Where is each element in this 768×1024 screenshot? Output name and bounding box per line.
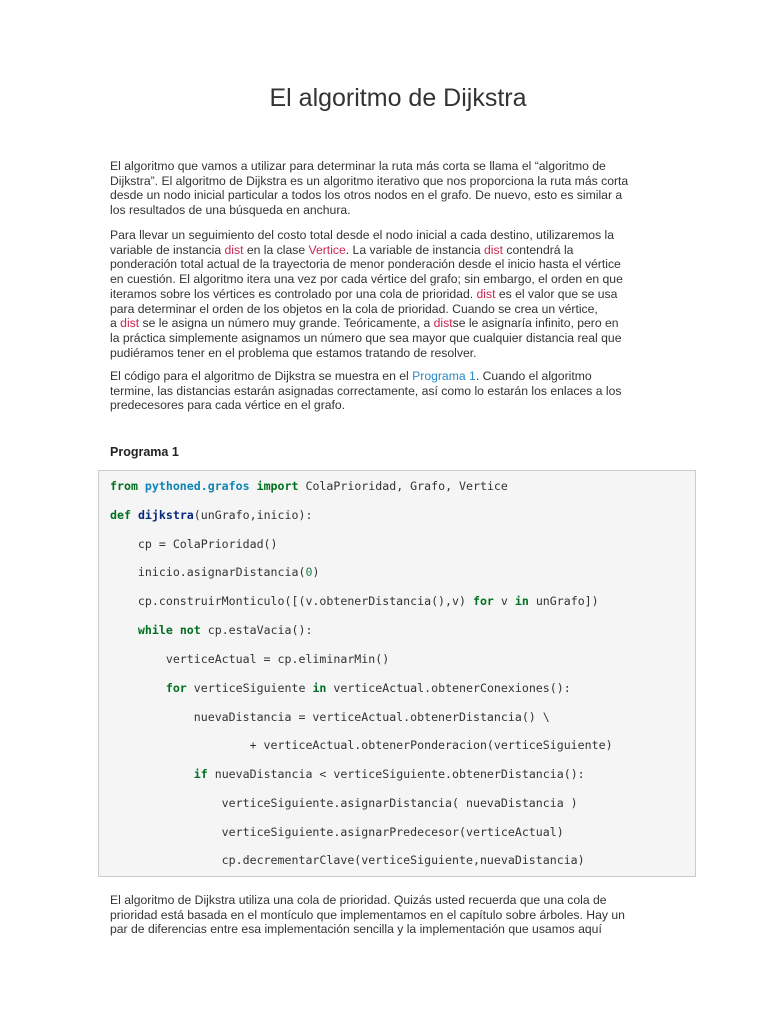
page-title: El algoritmo de Dijkstra bbox=[269, 84, 527, 112]
intro-paragraph bbox=[110, 159, 682, 218]
code-token: dijkstra bbox=[137, 508, 194, 522]
text-line: par de diferencias entre esa implementación sencilla y la implementación que usamos aquí bbox=[110, 922, 602, 937]
program-heading: Programa 1 bbox=[110, 445, 179, 459]
code-line: verticeSiguiente.asignarDistancia( nuevaDistancia ) bbox=[110, 796, 578, 810]
code-token: cp.estaVacia(): bbox=[200, 623, 313, 637]
inline-code-dist: dist bbox=[476, 286, 496, 301]
dist-paragraph bbox=[110, 228, 682, 360]
text-span: es el valor que se usa bbox=[495, 286, 618, 301]
text-line: predecesores para cada vértice en el grafo. bbox=[110, 398, 346, 413]
code-token: (unGrafo,inicio): bbox=[193, 508, 313, 522]
code-line bbox=[110, 623, 312, 637]
inline-code-dist: dist bbox=[484, 242, 503, 257]
code-line bbox=[110, 681, 571, 695]
text-span: El código para el algoritmo de Dijkstra se muestra en el bbox=[110, 369, 413, 383]
text-line bbox=[110, 243, 682, 258]
code-line bbox=[110, 565, 319, 579]
code-token: verticeSiguiente bbox=[186, 681, 313, 695]
code-line: cp = ColaPrioridad() bbox=[110, 537, 278, 551]
code-line: nuevaDistancia = verticeActual.obtenerDistancia() \ bbox=[110, 710, 550, 724]
code-token: ColaPrioridad, Grafo, Vertice bbox=[298, 479, 508, 493]
priority-queue-paragraph bbox=[110, 893, 682, 937]
code-intro-paragraph bbox=[110, 369, 682, 413]
text-line bbox=[110, 369, 682, 384]
code-token: in bbox=[514, 594, 529, 608]
code-token: unGrafo]) bbox=[528, 594, 599, 608]
code-token bbox=[110, 767, 194, 781]
code-token: pythoned.grafos bbox=[144, 479, 250, 493]
text-span: a bbox=[110, 316, 121, 331]
text-line bbox=[110, 287, 682, 302]
text-line: El algoritmo que vamos a utilizar para determinar la ruta más corta se llama el “algoritmo de bbox=[110, 159, 606, 173]
text-span: variable de instancia bbox=[110, 242, 225, 257]
code-line: cp.decrementarClave(verticeSiguiente,nuevaDistancia) bbox=[110, 853, 585, 867]
code-token bbox=[110, 681, 166, 695]
text-line: los resultados de una búsqueda en anchura. bbox=[110, 203, 351, 218]
code-token: import bbox=[256, 479, 299, 493]
text-line: Para llevar un seguimiento del costo total desde el nodo inicial a cada destino, utilizaremos la bbox=[110, 228, 615, 242]
code-line: verticeActual = cp.eliminarMin() bbox=[110, 652, 390, 666]
text-line bbox=[110, 316, 682, 331]
code-token: v bbox=[493, 594, 515, 608]
inline-code-dist: dist bbox=[433, 316, 453, 331]
text-line: la práctica simplemente asignamos un número que sea mayor que cualquier distancia real que bbox=[110, 330, 622, 345]
text-line: Dijkstra”. El algoritmo de Dijkstra es un algoritmo iterativo que nos proporciona la ruta más corta bbox=[110, 173, 629, 188]
inline-code-dist: dist bbox=[120, 316, 140, 331]
code-token: inicio.asignarDistancia( bbox=[110, 565, 306, 579]
text-line: El algoritmo de Dijkstra utiliza una cola de prioridad. Quizás usted recuerda que una cola de bbox=[110, 893, 607, 907]
text-span: . Cuando el algoritmo bbox=[475, 369, 592, 383]
text-span: se le asigna un número muy grande. Teóricamente, a bbox=[139, 316, 434, 331]
text-span: se le asignaría infinito, pero en bbox=[452, 316, 619, 331]
inline-code-dist: dist bbox=[224, 242, 244, 257]
code-token: for bbox=[472, 594, 494, 608]
text-line: termine, las distancias estarán asignadas correctamente, así como lo estarán los enlaces a los bbox=[110, 383, 622, 398]
code-block bbox=[98, 470, 696, 877]
text-span: . La variable de instancia bbox=[345, 242, 484, 257]
code-token: verticeActual.obtenerConexiones(): bbox=[326, 681, 571, 695]
code-token: ) bbox=[312, 565, 320, 579]
code-token: while bbox=[137, 623, 173, 637]
code-line bbox=[110, 594, 599, 608]
text-line: ponderación total actual de la trayectoria de menor ponderación desde el inicio hasta el vértice bbox=[110, 257, 621, 272]
code-line: + verticeActual.obtenerPonderacion(verticeSiguiente) bbox=[110, 738, 613, 752]
code-token: if bbox=[193, 767, 208, 781]
code-token bbox=[173, 623, 180, 637]
code-token: from bbox=[110, 479, 138, 493]
code-token: nuevaDistancia < verticeSiguiente.obtenerDistancia(): bbox=[207, 767, 585, 781]
code-line bbox=[110, 767, 585, 781]
code-token: 0 bbox=[305, 565, 313, 579]
code-token: in bbox=[312, 681, 327, 695]
code-line bbox=[110, 479, 508, 493]
text-span: en la clase bbox=[243, 242, 309, 257]
text-line: prioridad está basada en el montículo que implementamos en el capítulo sobre árboles. Hay un bbox=[110, 907, 625, 922]
code-token: not bbox=[179, 623, 201, 637]
inline-code-vertice: Vertice bbox=[308, 242, 346, 257]
programa-1-link[interactable]: Programa 1 bbox=[412, 369, 476, 383]
code-token: def bbox=[110, 508, 131, 522]
text-line: en cuestión. El algoritmo itera una vez por cada vértice del grafo; sin embargo, el orden en que bbox=[110, 272, 623, 287]
text-line: para determinar el orden de los objetos en la cola de prioridad. Cuando se crea un vértice, bbox=[110, 301, 598, 316]
text-span: iteramos sobre los vértices es controlado por una cola de prioridad. bbox=[110, 286, 477, 301]
code-line bbox=[110, 508, 312, 522]
code-line: verticeSiguiente.asignarPredecesor(verticeActual) bbox=[110, 825, 564, 839]
text-span: contendrá la bbox=[502, 242, 574, 257]
text-line: pudiéramos tener en el problema que estamos tratando de resolver. bbox=[110, 345, 477, 360]
text-line: desde un nodo inicial particular a todos los otros nodos en el grafo. De nuevo, esto es similar a bbox=[110, 188, 623, 203]
code-token: cp.construirMonticulo([(v.obtenerDistancia(),v) bbox=[110, 594, 473, 608]
code-token: for bbox=[165, 681, 187, 695]
code-token bbox=[110, 623, 138, 637]
